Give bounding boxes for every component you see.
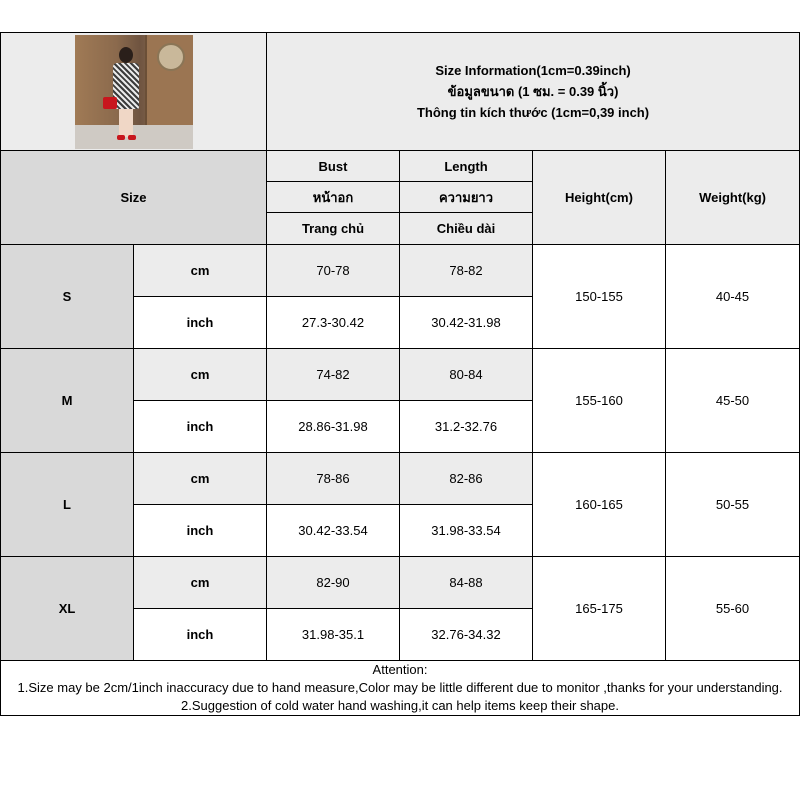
title-thai: ข้อมูลขนาด (1 ซม. = 0.39 นิ้ว) bbox=[447, 84, 619, 99]
attention-notes bbox=[1, 661, 800, 716]
bust-inch-s: 27.3-30.42 bbox=[267, 297, 400, 349]
size-table bbox=[0, 32, 800, 716]
height-m: 155-160 bbox=[533, 349, 666, 453]
unit-inch: inch bbox=[134, 297, 267, 349]
title-vietnamese: Thông tin kích thước (1cm=0,39 inch) bbox=[416, 105, 650, 120]
unit-cm: cm bbox=[134, 453, 267, 505]
bust-inch-xl: 31.98-35.1 bbox=[267, 609, 400, 661]
bust-header-en: Bust bbox=[267, 151, 400, 182]
unit-cm: cm bbox=[134, 557, 267, 609]
bust-cm-xl: 82-90 bbox=[267, 557, 400, 609]
length-inch-m: 31.2-32.76 bbox=[400, 401, 533, 453]
length-inch-s: 30.42-31.98 bbox=[400, 297, 533, 349]
size-label-l: L bbox=[1, 453, 134, 557]
bust-cm-l: 78-86 bbox=[267, 453, 400, 505]
size-chart bbox=[0, 32, 800, 716]
bust-inch-l: 30.42-33.54 bbox=[267, 505, 400, 557]
size-label-m: M bbox=[1, 349, 134, 453]
weight-m: 45-50 bbox=[666, 349, 800, 453]
title-english: Size Information(1cm=0.39inch) bbox=[435, 63, 631, 78]
length-inch-xl: 32.76-34.32 bbox=[400, 609, 533, 661]
size-label-s: S bbox=[1, 245, 134, 349]
bust-inch-m: 28.86-31.98 bbox=[267, 401, 400, 453]
attention-line-2: 2.Suggestion of cold water hand washing,it can help items keep their shape. bbox=[181, 698, 619, 713]
unit-inch: inch bbox=[134, 505, 267, 557]
length-header-vi: Chiều dài bbox=[400, 213, 533, 245]
length-cm-xl: 84-88 bbox=[400, 557, 533, 609]
size-column-header: Size bbox=[1, 151, 267, 245]
bust-cm-m: 74-82 bbox=[267, 349, 400, 401]
product-photo-cell bbox=[1, 33, 267, 151]
bust-header-vi: Trang chủ bbox=[267, 213, 400, 245]
unit-cm: cm bbox=[134, 349, 267, 401]
attention-line-1: 1.Size may be 2cm/1inch inaccuracy due to hand measure,Color may be little different due to monitor ,thanks for your understanding. bbox=[17, 680, 783, 695]
weight-header: Weight(kg) bbox=[666, 151, 800, 245]
unit-inch: inch bbox=[134, 401, 267, 453]
attention-heading: Attention: bbox=[372, 662, 428, 677]
length-cm-l: 82-86 bbox=[400, 453, 533, 505]
height-header: Height(cm) bbox=[533, 151, 666, 245]
height-l: 160-165 bbox=[533, 453, 666, 557]
product-photo bbox=[75, 35, 193, 149]
length-header-en: Length bbox=[400, 151, 533, 182]
height-xl: 165-175 bbox=[533, 557, 666, 661]
length-cm-s: 78-82 bbox=[400, 245, 533, 297]
weight-s: 40-45 bbox=[666, 245, 800, 349]
bust-cm-s: 70-78 bbox=[267, 245, 400, 297]
unit-inch: inch bbox=[134, 609, 267, 661]
height-s: 150-155 bbox=[533, 245, 666, 349]
length-header-th: ความยาว bbox=[400, 182, 533, 213]
bust-header-th: หน้าอก bbox=[267, 182, 400, 213]
weight-l: 50-55 bbox=[666, 453, 800, 557]
length-cm-m: 80-84 bbox=[400, 349, 533, 401]
size-label-xl: XL bbox=[1, 557, 134, 661]
size-info-title bbox=[267, 33, 800, 151]
weight-xl: 55-60 bbox=[666, 557, 800, 661]
length-inch-l: 31.98-33.54 bbox=[400, 505, 533, 557]
unit-cm: cm bbox=[134, 245, 267, 297]
